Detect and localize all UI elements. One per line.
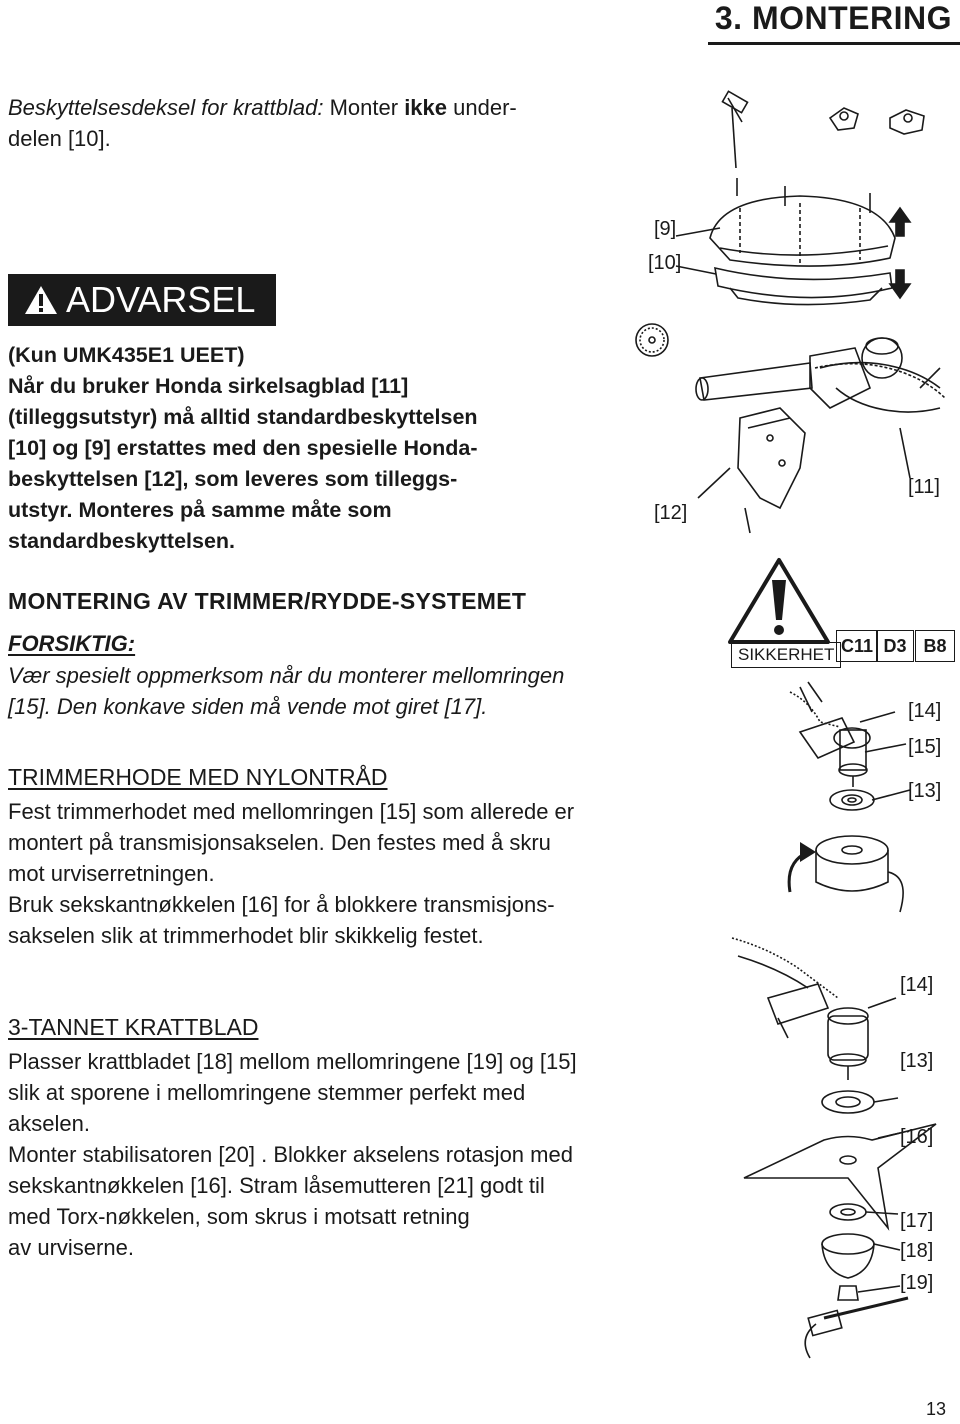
- label-14-mid: [14]: [908, 700, 942, 722]
- label-16-bottom: [16]: [900, 1126, 934, 1148]
- warning-banner: [8, 274, 276, 326]
- caution-line: Vær spesielt oppmerksom når du monterer mellomringen: [8, 663, 565, 688]
- blade-line: av urviserne.: [8, 1235, 134, 1260]
- label-17-bottom: [17]: [900, 1210, 934, 1232]
- rotate-arrow-icon: [800, 842, 816, 862]
- blade-line: sekskantnøkkelen [16]. Stram låsemutteren [21] godt til: [8, 1173, 545, 1198]
- warning-line: beskyttelsen [12], som leveres som tilleggs-: [8, 467, 458, 491]
- guard-assembly-illustration: [620, 88, 955, 548]
- warning-text: [8, 340, 618, 557]
- safety-code: B8: [915, 630, 955, 662]
- blade-line: akselen.: [8, 1111, 90, 1136]
- warning-line: (tilleggsutstyr) må alltid standardbeskyttelsen: [8, 405, 478, 429]
- caution-line: [15]. Den konkave siden må vende mot giret [17].: [8, 694, 488, 719]
- blade-line: Monter stabilisatoren [20] . Blokker akselens rotasjon med: [8, 1142, 573, 1167]
- safety-tag: SIKKERHET: [731, 642, 841, 668]
- intro-italic: Beskyttelsesdeksel for krattblad:: [8, 95, 324, 120]
- label-19-bottom: [19]: [900, 1272, 934, 1294]
- blade-line: Plasser krattbladet [18] mellom mellomringene [19] og [15]: [8, 1049, 577, 1074]
- safety-code: C11: [836, 630, 878, 662]
- warning-line: standardbeskyttelsen.: [8, 529, 236, 553]
- caution-text: [8, 660, 668, 722]
- nylon-line: Fest trimmerhodet med mellomringen [15] som allerede er: [8, 799, 575, 824]
- label-11-top: [11]: [908, 476, 940, 498]
- intro-text-1: Monter: [323, 95, 405, 120]
- nylon-line: montert på transmisjonsakselen. Den festes med å skru: [8, 830, 551, 855]
- warning-triangle-icon: [24, 285, 58, 315]
- warning-line: Når du bruker Honda sirkelsagblad [11]: [8, 374, 409, 398]
- warning-line: (Kun UMK435E1 UEET): [8, 343, 245, 367]
- intro-text-2: under-: [447, 95, 517, 120]
- intro-line-2: delen [10].: [8, 126, 111, 151]
- warning-line: utstyr. Monteres på samme måte som: [8, 498, 392, 522]
- label-13-mid: [13]: [908, 780, 942, 802]
- nylon-line: sakselen slik at trimmerhodet blir skikkelig festet.: [8, 923, 484, 948]
- safety-code: D3: [876, 630, 914, 662]
- label-13-bottom: [13]: [900, 1050, 934, 1072]
- label-12-top: [12]: [654, 502, 688, 524]
- nylon-text: [8, 796, 688, 951]
- danger-triangle-icon: [726, 556, 832, 646]
- blade-line: slik at sporene i mellomringene stemmer perfekt med: [8, 1080, 526, 1105]
- nylon-heading: TRIMMERHODE MED NYLONTRÅD: [8, 764, 388, 790]
- label-14-bottom: [14]: [900, 974, 934, 996]
- intro-bold: ikke: [404, 95, 448, 120]
- warning-title: ADVARSEL: [66, 279, 256, 320]
- nylon-line: Bruk sekskantnøkkelen [16] for å blokkere transmisjons-: [8, 892, 555, 917]
- label-9-top: [9]: [654, 218, 677, 240]
- section-title: 3. MONTERING: [714, 0, 952, 36]
- nylon-line: mot urviserretningen.: [8, 861, 215, 886]
- blade-line: med Torx-nøkkelen, som skrus i motsatt retning: [8, 1204, 470, 1229]
- label-15-mid: [15]: [908, 736, 942, 758]
- trimmer-heading: MONTERING AV TRIMMER/RYDDE-SYSTEMET: [8, 588, 527, 614]
- label-18-bottom: [18]: [900, 1240, 934, 1262]
- caution-label: FORSIKTIG:: [8, 631, 136, 656]
- header-rule: [708, 42, 960, 45]
- blade-heading: 3-TANNET KRATTBLAD: [8, 1014, 259, 1040]
- intro-paragraph: [8, 92, 608, 154]
- page-number: 13: [925, 1399, 946, 1419]
- label-10-top: [10]: [648, 252, 682, 274]
- warning-line: [10] og [9] erstattes med den spesielle Honda-: [8, 436, 478, 460]
- blade-text: [8, 1046, 698, 1263]
